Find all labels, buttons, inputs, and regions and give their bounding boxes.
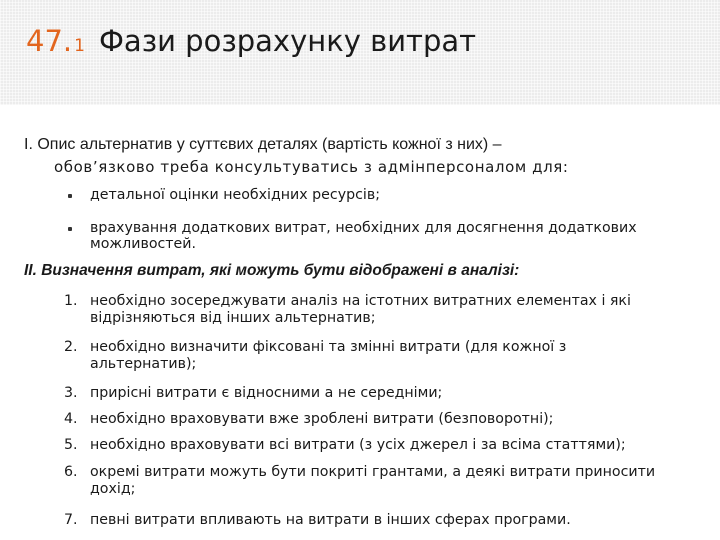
section2-item-1-line1: необхідно зосереджувати аналіз на істотних витратних елементах і які bbox=[90, 293, 631, 309]
section1-bullet-2-line2: можливостей. bbox=[90, 236, 197, 252]
slide-title-text: Фази розрахунку витрат bbox=[98, 24, 477, 58]
section2-heading: ІІ. Визначення витрат, які можуть бути відображені в аналізі: bbox=[24, 262, 520, 279]
section2-item-1-line2: відрізняються від інших альтернатив; bbox=[90, 310, 376, 326]
section1-bullet-1: детальної оцінки необхідних ресурсів; bbox=[90, 187, 380, 203]
section1-bullet-2-line1: врахування додаткових витрат, необхідних для досягнення додаткових bbox=[90, 220, 637, 236]
section2-item-6-line2: дохід; bbox=[90, 481, 136, 497]
list-marker: 5. bbox=[64, 437, 78, 453]
list-marker: 7. bbox=[64, 512, 78, 528]
section1-heading: І. Опис альтернатив у суттєвих деталях (вартість кожної з них) – bbox=[24, 136, 502, 153]
slide-subnumber: 1 bbox=[74, 36, 85, 56]
section1-heading-continuation: обов’язково треба консультуватись з адмінперсоналом для: bbox=[54, 158, 569, 176]
list-marker: 1. bbox=[64, 293, 78, 309]
list-marker: 2. bbox=[64, 339, 78, 355]
section2-item-4: необхідно враховувати вже зроблені витрати (безповоротні); bbox=[90, 411, 554, 427]
bullet-marker bbox=[68, 227, 72, 231]
list-marker: 3. bbox=[64, 385, 78, 401]
section2-item-2-line1: необхідно визначити фіксовані та змінні витрати (для кожної з bbox=[90, 339, 567, 355]
list-marker: 6. bbox=[64, 464, 78, 480]
section2-item-6-line1: окремі витрати можуть бути покриті грантами, а деякі витрати приносити bbox=[90, 464, 656, 480]
section2-item-2-line2: альтернатив); bbox=[90, 356, 197, 372]
slide-number: 47. bbox=[26, 24, 73, 58]
bullet-marker bbox=[68, 194, 72, 198]
section2-item-5: необхідно враховувати всі витрати (з усіх джерел і за всіма статтями); bbox=[90, 437, 626, 453]
section2-item-7: певні витрати впливають на витрати в інших сферах програми. bbox=[90, 512, 571, 528]
section2-item-3: прирісні витрати є відносними а не середніми; bbox=[90, 385, 443, 401]
list-marker: 4. bbox=[64, 411, 78, 427]
